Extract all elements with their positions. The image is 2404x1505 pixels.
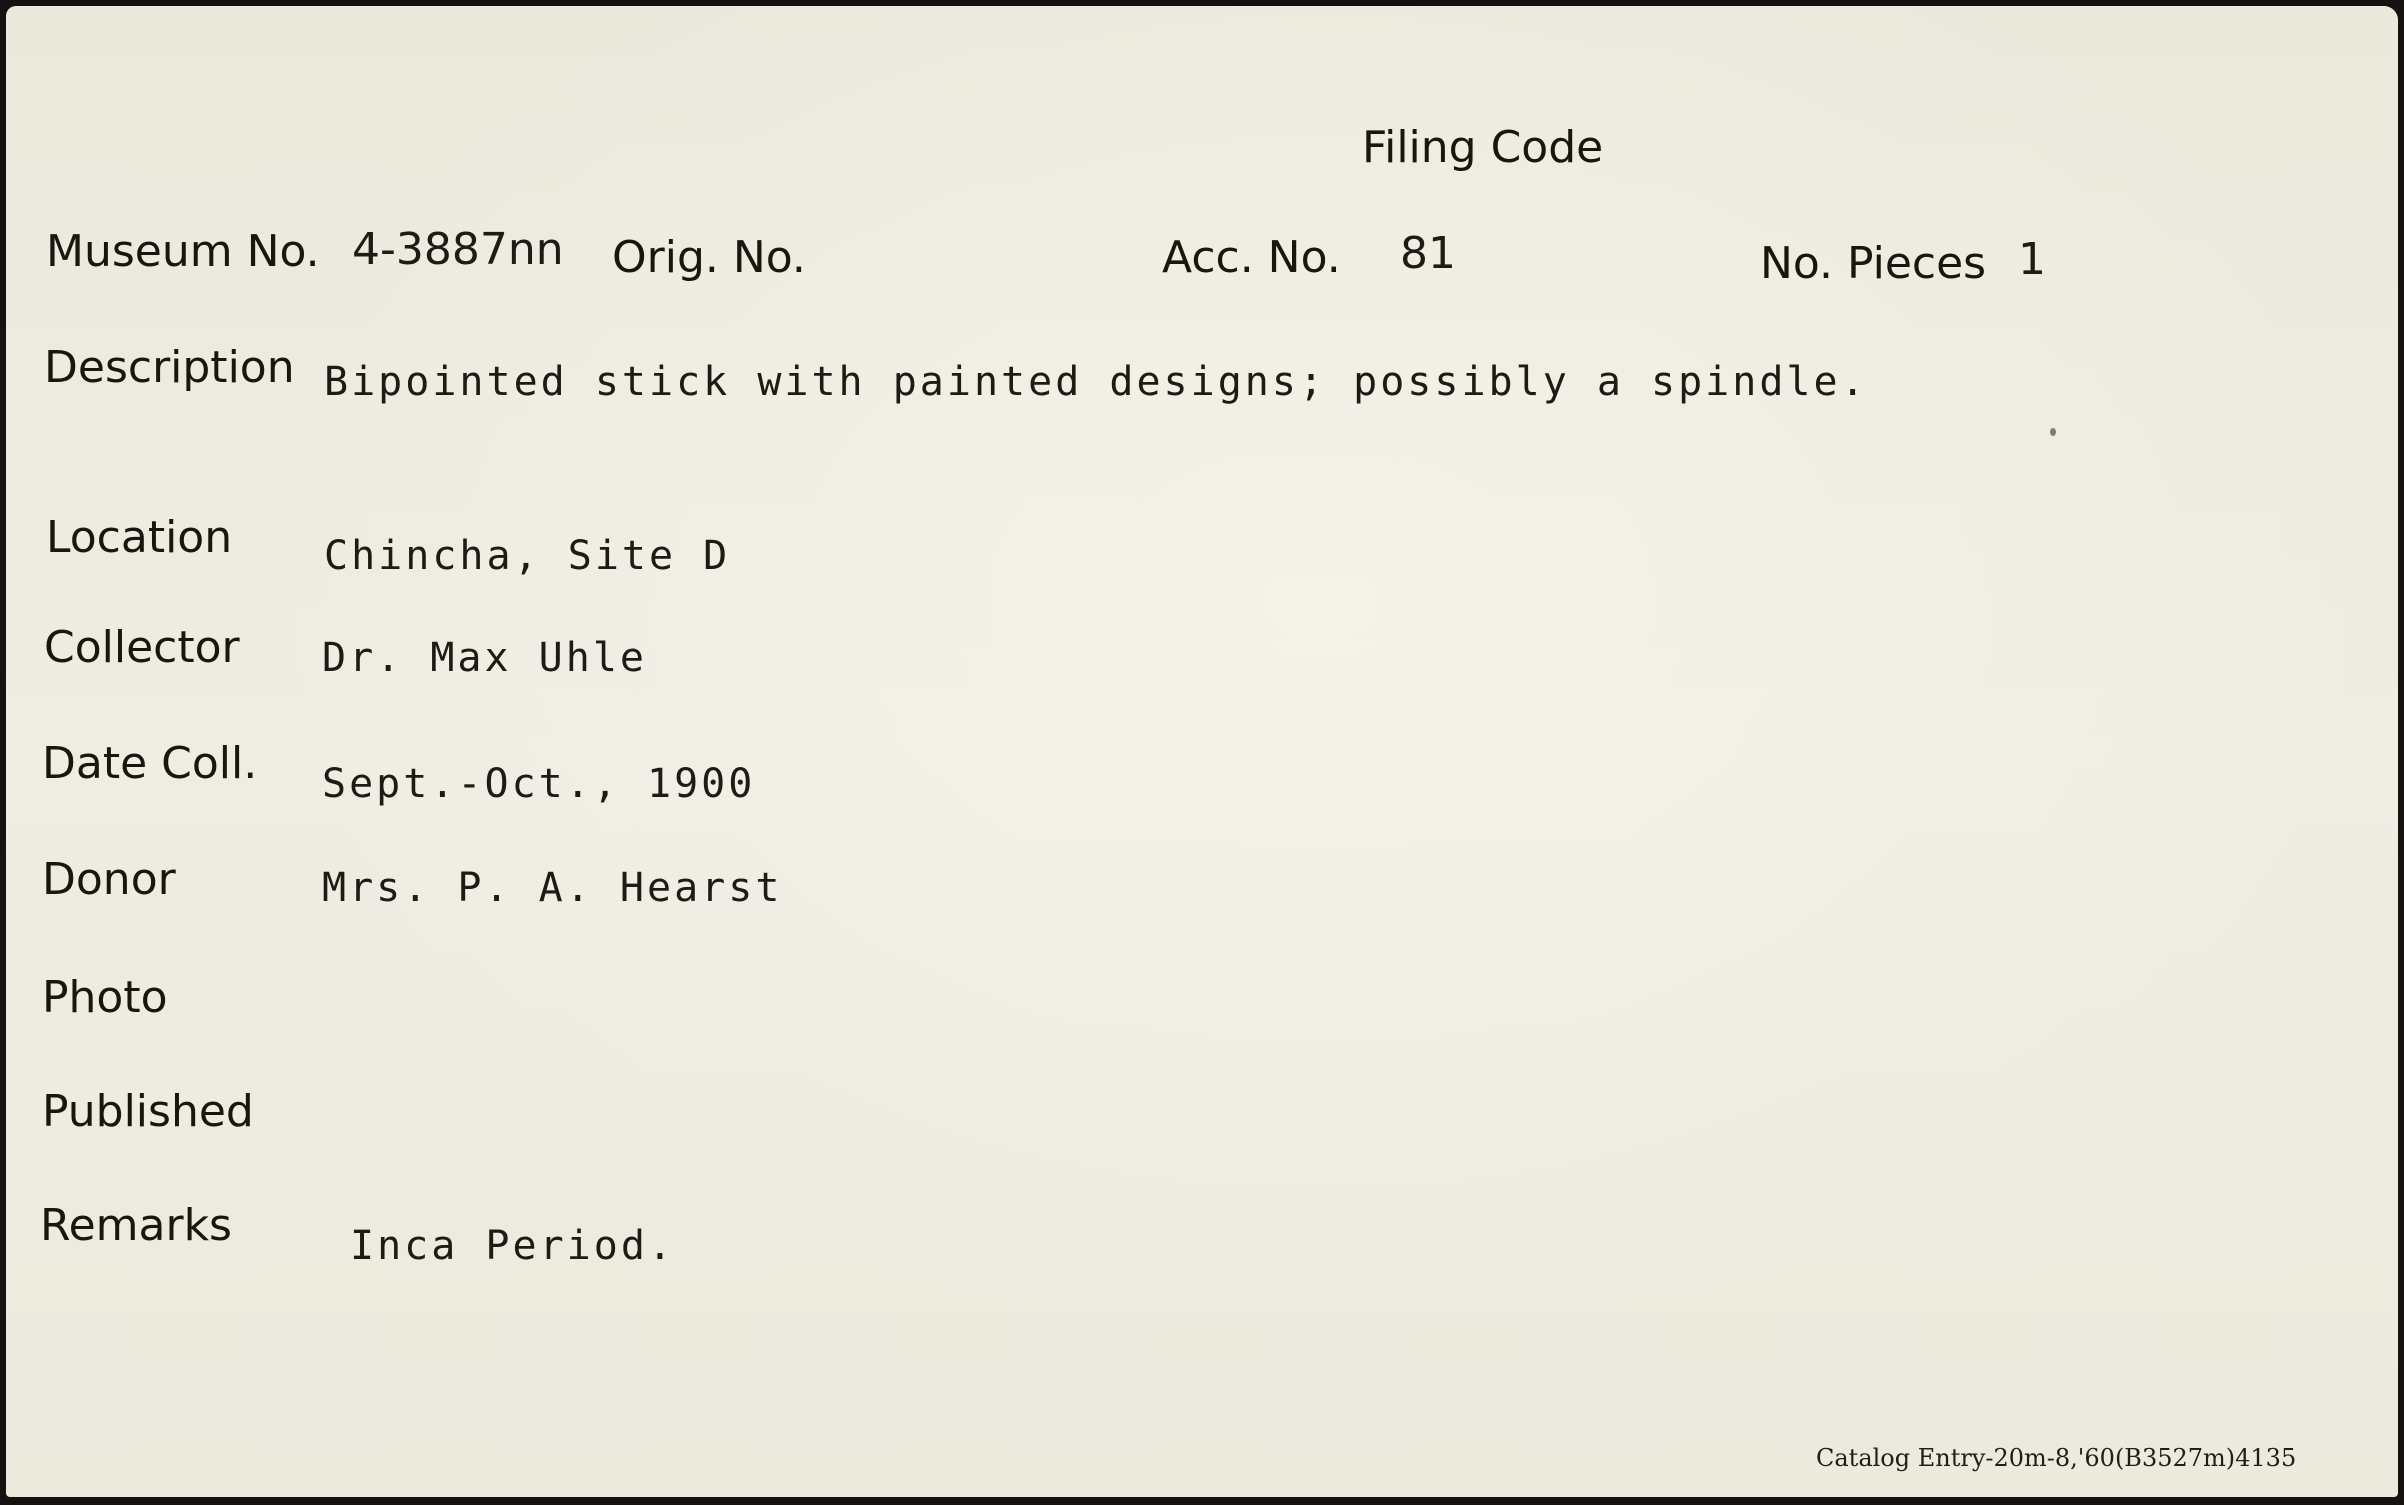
published-label: Published [42,1086,254,1137]
donor-label: Donor [42,854,176,905]
filing-code-label: Filing Code [1362,122,1604,173]
collector-value: Dr. Max Uhle [322,635,647,681]
description-value: Bipointed stick with painted designs; possibly a spindle. [324,359,1868,405]
catalog-card [6,6,2398,1497]
location-label: Location [46,512,233,563]
no-pieces-label: No. Pieces [1760,238,1987,289]
museum-no-value: 4-3887nn [352,224,564,275]
catalog-footer: Catalog Entry-20m-8,'60(B3527m)4135 [1816,1444,2297,1472]
no-pieces-value: 1 [2018,234,2046,285]
donor-value: Mrs. P. A. Hearst [322,865,783,911]
orig-no-label: Orig. No. [612,232,806,283]
museum-no-label: Museum No. [46,226,320,277]
photo-label: Photo [42,972,168,1023]
ink-speck [2050,428,2056,436]
date-coll-label: Date Coll. [42,738,258,789]
description-label: Description [44,342,295,393]
date-coll-value: Sept.-Oct., 1900 [322,761,756,807]
acc-no-label: Acc. No. [1162,232,1341,283]
remarks-value: Inca Period. [350,1223,675,1269]
location-value: Chincha, Site D [324,533,731,579]
remarks-label: Remarks [40,1200,232,1251]
collector-label: Collector [44,622,240,673]
acc-no-value: 81 [1400,228,1456,279]
